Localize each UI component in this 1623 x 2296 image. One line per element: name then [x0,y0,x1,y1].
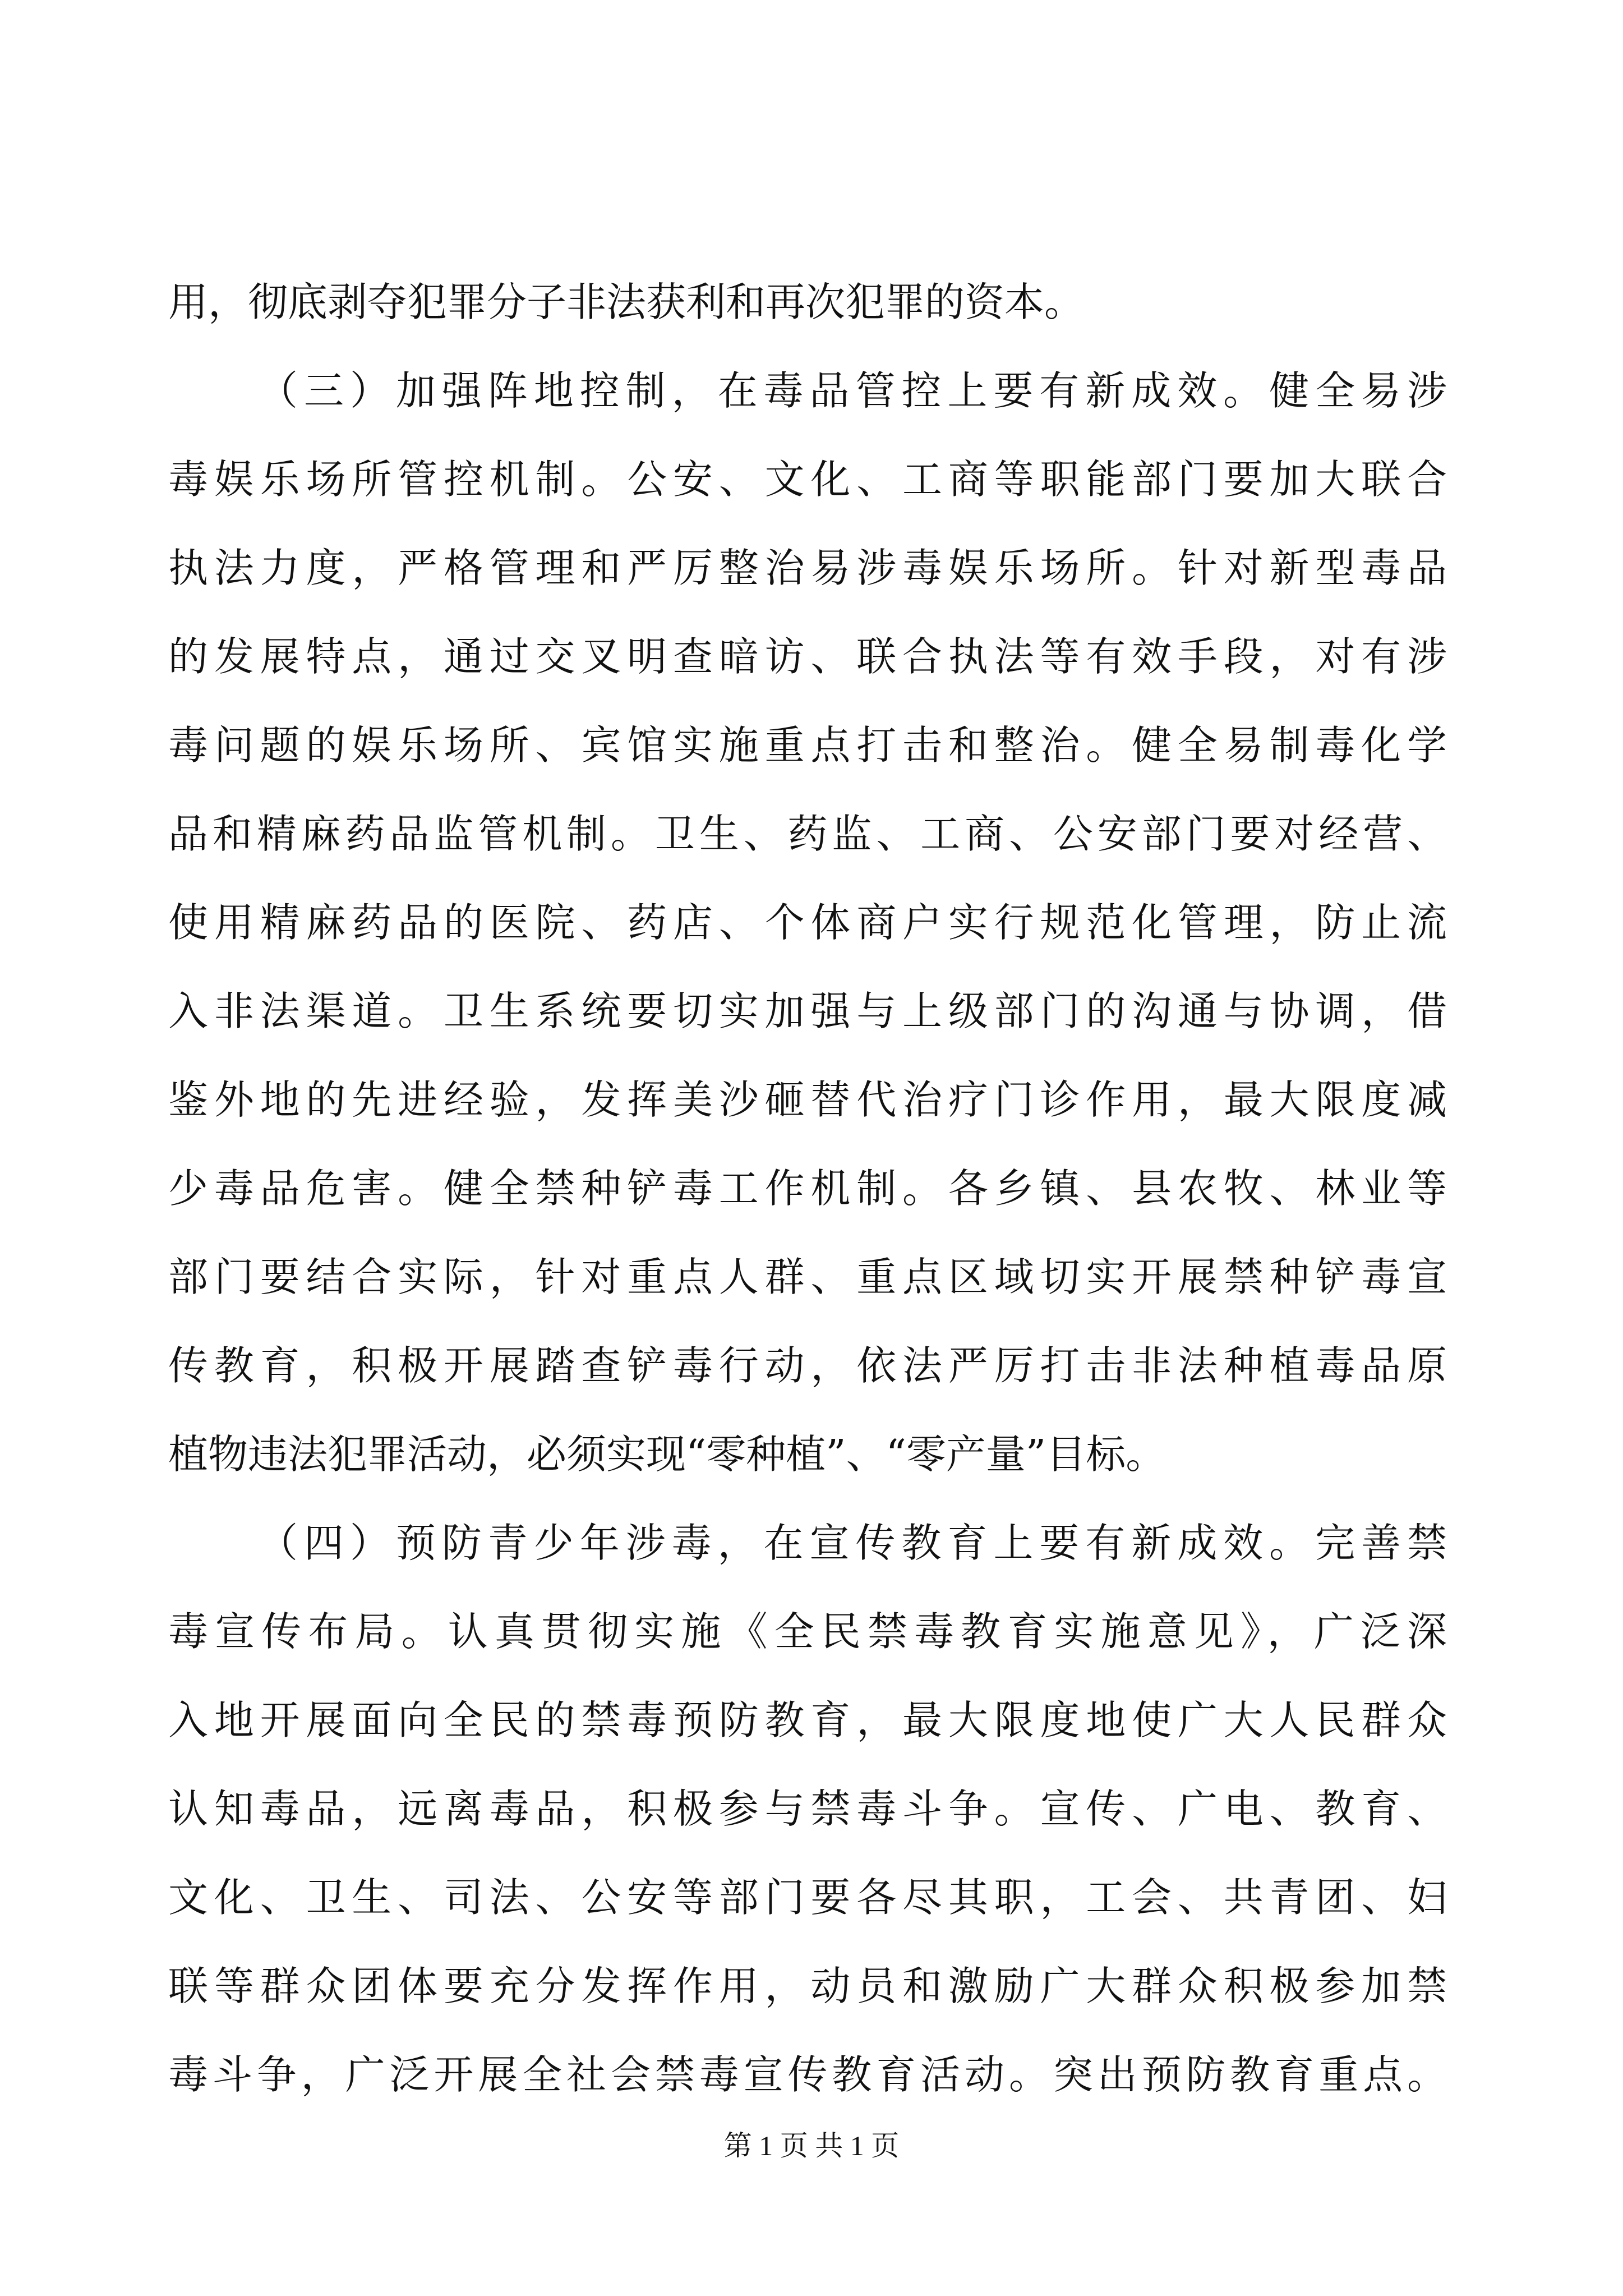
text-line: 传教育，积极开展踏查铲毒行动，依法严厉打击非法种植毒品原 [168,1342,1447,1389]
paragraph-start-line: （四）预防青少年涉毒，在宣传教育上要有新成效。完善禁 [258,1520,1447,1566]
text-line: 文化、卫生、司法、公安等部门要各尽其职，工会、共青团、妇 [168,1874,1447,1921]
text-line: 入非法渠道。卫生系统要切实加强与上级部门的沟通与协调，借 [168,988,1447,1034]
text-line: 品和精麻药品监管机制。卫生、药监、工商、公安部门要对经营、 [168,811,1447,857]
text-line: 鉴外地的先进经验，发挥美沙砸替代治疗门诊作用，最大限度减 [168,1076,1447,1123]
text-line: 植物违法犯罪活动，必须实现“零种植”、“零产量”目标。 [168,1431,1166,1478]
text-line: 毒问题的娱乐场所、宾馆实施重点打击和整治。健全易制毒化学 [168,722,1447,769]
text-line: 认知毒品，远离毒品，积极参与禁毒斗争。宣传、广电、教育、 [168,1786,1447,1832]
text-line: 的发展特点，通过交叉明查暗访、联合执法等有效手段，对有涉 [168,633,1447,680]
text-line: 毒斗争，广泛开展全社会禁毒宣传教育活动。突出预防教育重点。 [168,2051,1447,2098]
text-line: 用，彻底剥夺犯罪分子非法获利和再次犯罪的资本。 [168,279,1085,325]
text-line: 部门要结合实际，针对重点人群、重点区域切实开展禁种铲毒宣 [168,1254,1447,1300]
text-line: 毒宣传布局。认真贯彻实施《全民禁毒教育实施意见》，广泛深 [168,1608,1447,1655]
page-number-footer: 第 1 页 共 1 页 [723,2130,900,2161]
text-line: 使用精麻药品的医院、药店、个体商户实行规范化管理，防止流 [168,899,1447,946]
paragraph-start-line: （三）加强阵地控制，在毒品管控上要有新成效。健全易涉 [258,367,1447,414]
text-line: 毒娱乐场所管控机制。公安、文化、工商等职能部门要加大联合 [168,456,1447,503]
text-line: 入地开展面向全民的禁毒预防教育，最大限度地使广大人民群众 [168,1697,1447,1743]
document-body [168,258,1447,2119]
text-line: 少毒品危害。健全禁种铲毒工作机制。各乡镇、县农牧、林业等 [168,1165,1447,1212]
text-line: 执法力度，严格管理和严厉整治易涉毒娱乐场所。针对新型毒品 [168,545,1447,591]
text-line: 联等群众团体要充分发挥作用，动员和激励广大群众积极参加禁 [168,1963,1447,2009]
